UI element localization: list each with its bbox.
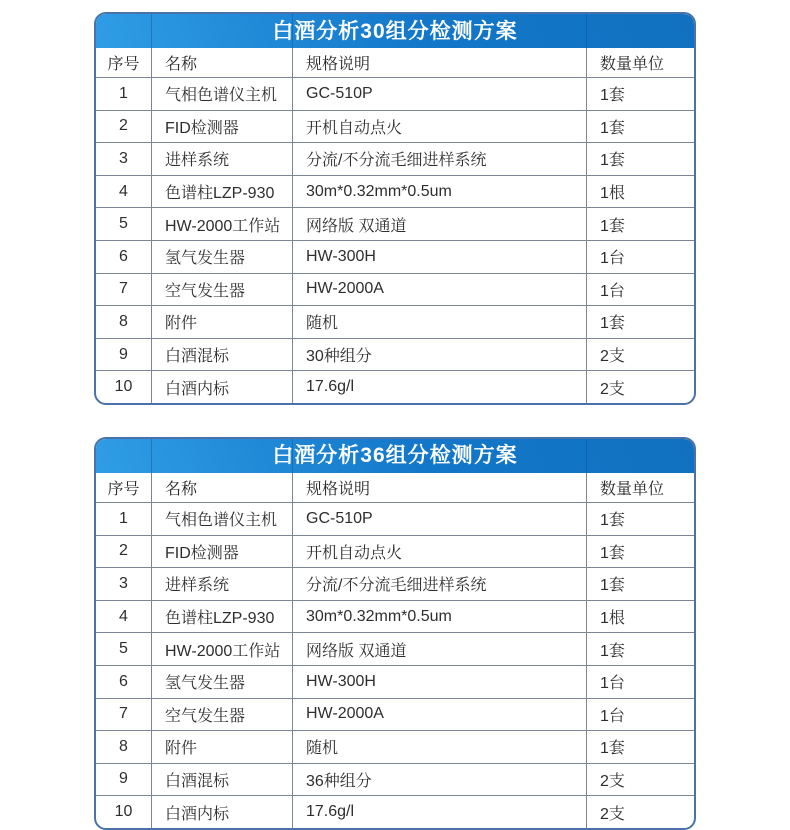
- column-divider: [292, 14, 293, 48]
- table-cell: 分流/不分流毛细进样系统: [292, 143, 586, 175]
- column-header-index: 序号: [107, 480, 140, 498]
- table-cell: 30种组分: [292, 339, 586, 371]
- table-row: [96, 142, 694, 175]
- plan-table-30: [94, 12, 696, 405]
- table-cell: 2支: [586, 371, 694, 403]
- table-row: [96, 535, 694, 568]
- table-cell: 1套: [586, 78, 694, 110]
- column-divider: [586, 14, 587, 48]
- table-cell: 1套: [586, 568, 694, 600]
- column-divider: [292, 439, 293, 473]
- table-cell: 1套: [586, 111, 694, 143]
- table-row: [96, 207, 694, 240]
- table-row: [96, 240, 694, 273]
- table-cell: HW-2000A: [292, 699, 586, 731]
- column-header-spec: 规格说明: [292, 48, 586, 77]
- table-cell: 进样系统: [151, 143, 292, 175]
- row-number-cell: 6: [119, 672, 128, 690]
- table-row: [96, 305, 694, 338]
- row-number-cell: 10: [114, 378, 133, 396]
- table-cell: 1套: [586, 503, 694, 535]
- row-number-cell: 5: [119, 640, 128, 658]
- table-cell: 白酒内标: [151, 796, 292, 828]
- row-number-cell: 9: [119, 770, 128, 788]
- table-row: [96, 632, 694, 665]
- table-cell: FID检测器: [151, 536, 292, 568]
- column-divider: [151, 439, 152, 473]
- table-cell: 1套: [586, 633, 694, 665]
- row-number-cell: 1: [119, 84, 128, 102]
- row-number-cell: 9: [119, 345, 128, 363]
- row-number-cell: 3: [119, 149, 128, 167]
- column-divider: [151, 14, 152, 48]
- row-number-cell: 4: [119, 182, 128, 200]
- table-cell: GC-510P: [292, 78, 586, 110]
- table-title-band-36: [96, 439, 694, 473]
- table-cell: 1套: [586, 731, 694, 763]
- plan-table-36: [94, 437, 696, 830]
- table-cell: 网络版 双通道: [292, 208, 586, 240]
- column-divider: [586, 439, 587, 473]
- table-body: [96, 502, 694, 828]
- row-number-cell: 5: [119, 215, 128, 233]
- table-cell: 1台: [586, 274, 694, 306]
- table-cell: 1根: [586, 176, 694, 208]
- table-row: [96, 730, 694, 763]
- row-number-cell: 2: [119, 542, 128, 560]
- table-cell: HW-300H: [292, 241, 586, 273]
- table-cell: HW-2000工作站: [151, 208, 292, 240]
- table-cell: 1套: [586, 536, 694, 568]
- table-row: [96, 665, 694, 698]
- table-cell: GC-510P: [292, 503, 586, 535]
- row-number-cell: 10: [114, 803, 133, 821]
- table-cell: 随机: [292, 306, 586, 338]
- table-row: [96, 77, 694, 110]
- table-cell: 随机: [292, 731, 586, 763]
- table-cell: 2支: [586, 764, 694, 796]
- table-cell: 气相色谱仪主机: [151, 78, 292, 110]
- table-cell: 2支: [586, 339, 694, 371]
- table-row: [96, 763, 694, 796]
- table-cell: 白酒混标: [151, 339, 292, 371]
- table-cell: 进样系统: [151, 568, 292, 600]
- table-cell: 空气发生器: [151, 274, 292, 306]
- table-cell: 17.6g/l: [292, 796, 586, 828]
- row-number-cell: 6: [119, 247, 128, 265]
- table-row: [96, 795, 694, 828]
- row-number-cell: 7: [119, 705, 128, 723]
- table-cell: 网络版 双通道: [292, 633, 586, 665]
- column-header-index: 序号: [107, 56, 140, 73]
- table-row: [96, 502, 694, 535]
- row-number-cell: 8: [119, 312, 128, 330]
- table-title: 白酒分析30组分检测方案: [272, 19, 518, 43]
- row-number-cell: 8: [119, 737, 128, 755]
- row-number-cell: 7: [119, 280, 128, 298]
- table-row: [96, 370, 694, 403]
- table-cell: 1套: [586, 143, 694, 175]
- table-cell: FID检测器: [151, 111, 292, 143]
- table-cell: 开机自动点火: [292, 111, 586, 143]
- table-row: [96, 273, 694, 306]
- table-cell: 17.6g/l: [292, 371, 586, 403]
- table-cell: HW-2000工作站: [151, 633, 292, 665]
- column-header-name: 名称: [151, 48, 292, 77]
- table-cell: 气相色谱仪主机: [151, 503, 292, 535]
- table-cell: 1台: [586, 699, 694, 731]
- table-cell: 分流/不分流毛细进样系统: [292, 568, 586, 600]
- column-header-qty: 数量单位: [586, 48, 694, 77]
- table-cell: 空气发生器: [151, 699, 292, 731]
- table-cell: 附件: [151, 306, 292, 338]
- row-number-cell: 1: [119, 509, 128, 527]
- column-header-qty: 数量单位: [586, 473, 694, 502]
- table-row: [96, 698, 694, 731]
- table-row: [96, 567, 694, 600]
- table-cell: 氢气发生器: [151, 241, 292, 273]
- table-row: [96, 600, 694, 633]
- table-cell: 开机自动点火: [292, 536, 586, 568]
- column-header-name: 名称: [151, 473, 292, 502]
- column-header-spec: 规格说明: [292, 473, 586, 502]
- table-title: 白酒分析36组分检测方案: [272, 444, 518, 468]
- table-cell: 白酒混标: [151, 764, 292, 796]
- table-row: [96, 175, 694, 208]
- table-cell: 氢气发生器: [151, 666, 292, 698]
- row-number-cell: 3: [119, 574, 128, 592]
- row-number-cell: 4: [119, 607, 128, 625]
- table-row: [96, 110, 694, 143]
- row-number-cell: 2: [119, 117, 128, 135]
- table-cell: 2支: [586, 796, 694, 828]
- table-cell: 1台: [586, 241, 694, 273]
- table-cell: 白酒内标: [151, 371, 292, 403]
- table-cell: 色谱柱LZP-930: [151, 601, 292, 633]
- table-cell: 30m*0.32mm*0.5um: [292, 601, 586, 633]
- table-cell: 1台: [586, 666, 694, 698]
- table-cell: 30m*0.32mm*0.5um: [292, 176, 586, 208]
- table-cell: 1套: [586, 306, 694, 338]
- table-body: [96, 77, 694, 403]
- table-cell: 1套: [586, 208, 694, 240]
- table-cell: 色谱柱LZP-930: [151, 176, 292, 208]
- table-header-row: [96, 473, 694, 502]
- table-title-band-30: [96, 14, 694, 48]
- table-cell: 附件: [151, 731, 292, 763]
- table-cell: HW-300H: [292, 666, 586, 698]
- table-header-row: [96, 48, 694, 77]
- table-row: [96, 338, 694, 371]
- table-cell: 1根: [586, 601, 694, 633]
- table-cell: 36种组分: [292, 764, 586, 796]
- table-cell: HW-2000A: [292, 274, 586, 306]
